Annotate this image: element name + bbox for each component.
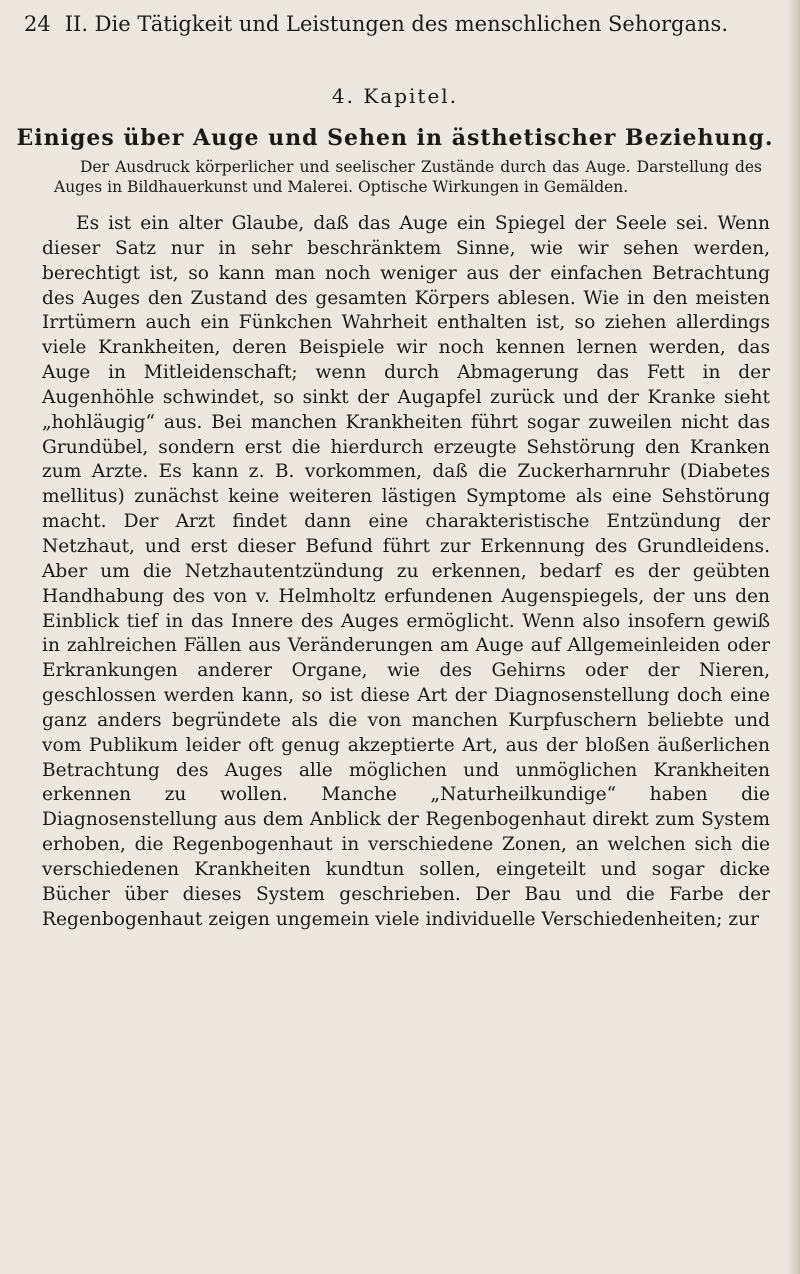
chapter-summary: Der Ausdruck körperlicher und seelischer Zustände durch das Auge. Darstellung des Auges in Bildhauerkunst und Malerei. Optische Wirkungen in Gemälden. <box>54 158 762 196</box>
page-number: 24 <box>24 12 51 36</box>
body-paragraph: Es ist ein alter Glaube, daß das Auge ein Spiegel der Seele sei. Wenn dieser Satz nur in sehr beschränktem Sinne, wie wir sehen werden, berechtigt ist, so kann man noch weniger aus der einfachen Betrachtung des Auges den Zustand des gesamten Körpers ablesen. Wie in den meisten Irrtümern auch ein Fünkchen Wahrheit enthalten ist, so ziehen allerdings viele Krankheiten, deren Beispiele wir noch kennen lernen werden, das Auge in Mitleidenschaft; wenn durch Abmagerung das Fett in der Augenhöhle schwindet, so sinkt der Augapfel zurück und der Kranke sieht „hohläugig“ aus. Bei manchen Krankheiten führt sogar zuweilen nicht das Grundübel, sondern erst die hierdurch erzeugte Sehstörung den Kranken zum Arzte. Es kann z. B. vorkommen, daß die Zuckerharnruhr (Diabetes mellitus) zunächst keine weiteren lästigen Symptome als eine Sehstörung macht. Der Arzt findet dann eine charakteristische Entzündung der Netzhaut, und erst dieser Befund führt zur Erkennung des Grundleidens. Aber um die Netzhautentzündung zu erkennen, bedarf es der geübten Handhabung des von v. Helmholtz erfundenen Augenspiegels, der uns den Einblick tief in das Innere des Auges ermöglicht. Wenn also insofern gewiß in zahlreichen Fällen aus Veränderungen am Auge auf Allgemeinleiden oder Erkrankungen anderer Organe, wie des Gehirns oder der Nieren, geschlossen werden kann, so ist diese Art der Diagnosenstellung doch eine ganz anders begründete als die von manchen Kurpfuschern beliebte und vom Publikum leider oft genug akzeptierte Art, aus der bloßen äußerlichen Betrachtung des Auges alle möglichen und unmöglichen Krankheiten erkennen zu wollen. Manche „Naturheilkundige“ haben die Diagnosenstellung aus dem Anblick der Regenbogenhaut direkt zum System erhoben, die Regenbogenhaut in verschiedene Zonen, an welchen sich die verschiedenen Krankheiten kundtun sollen, eingeteilt und sogar dicke Bücher über dieses System geschrieben. Der Bau und die Farbe der Regenbogenhaut zeigen ungemein viele individuelle Verschiedenheiten; zur <box>42 213 770 930</box>
running-title: II. Die Tätigkeit und Leistungen des menschlichen Sehorgans. <box>64 12 728 36</box>
running-head <box>24 10 770 40</box>
chapter-label: 4. Kapitel. <box>331 84 459 108</box>
chapter-title: Einiges über Auge und Sehen in ästhetischer Beziehung. <box>16 125 774 151</box>
page-edge-shadow <box>786 0 800 1274</box>
